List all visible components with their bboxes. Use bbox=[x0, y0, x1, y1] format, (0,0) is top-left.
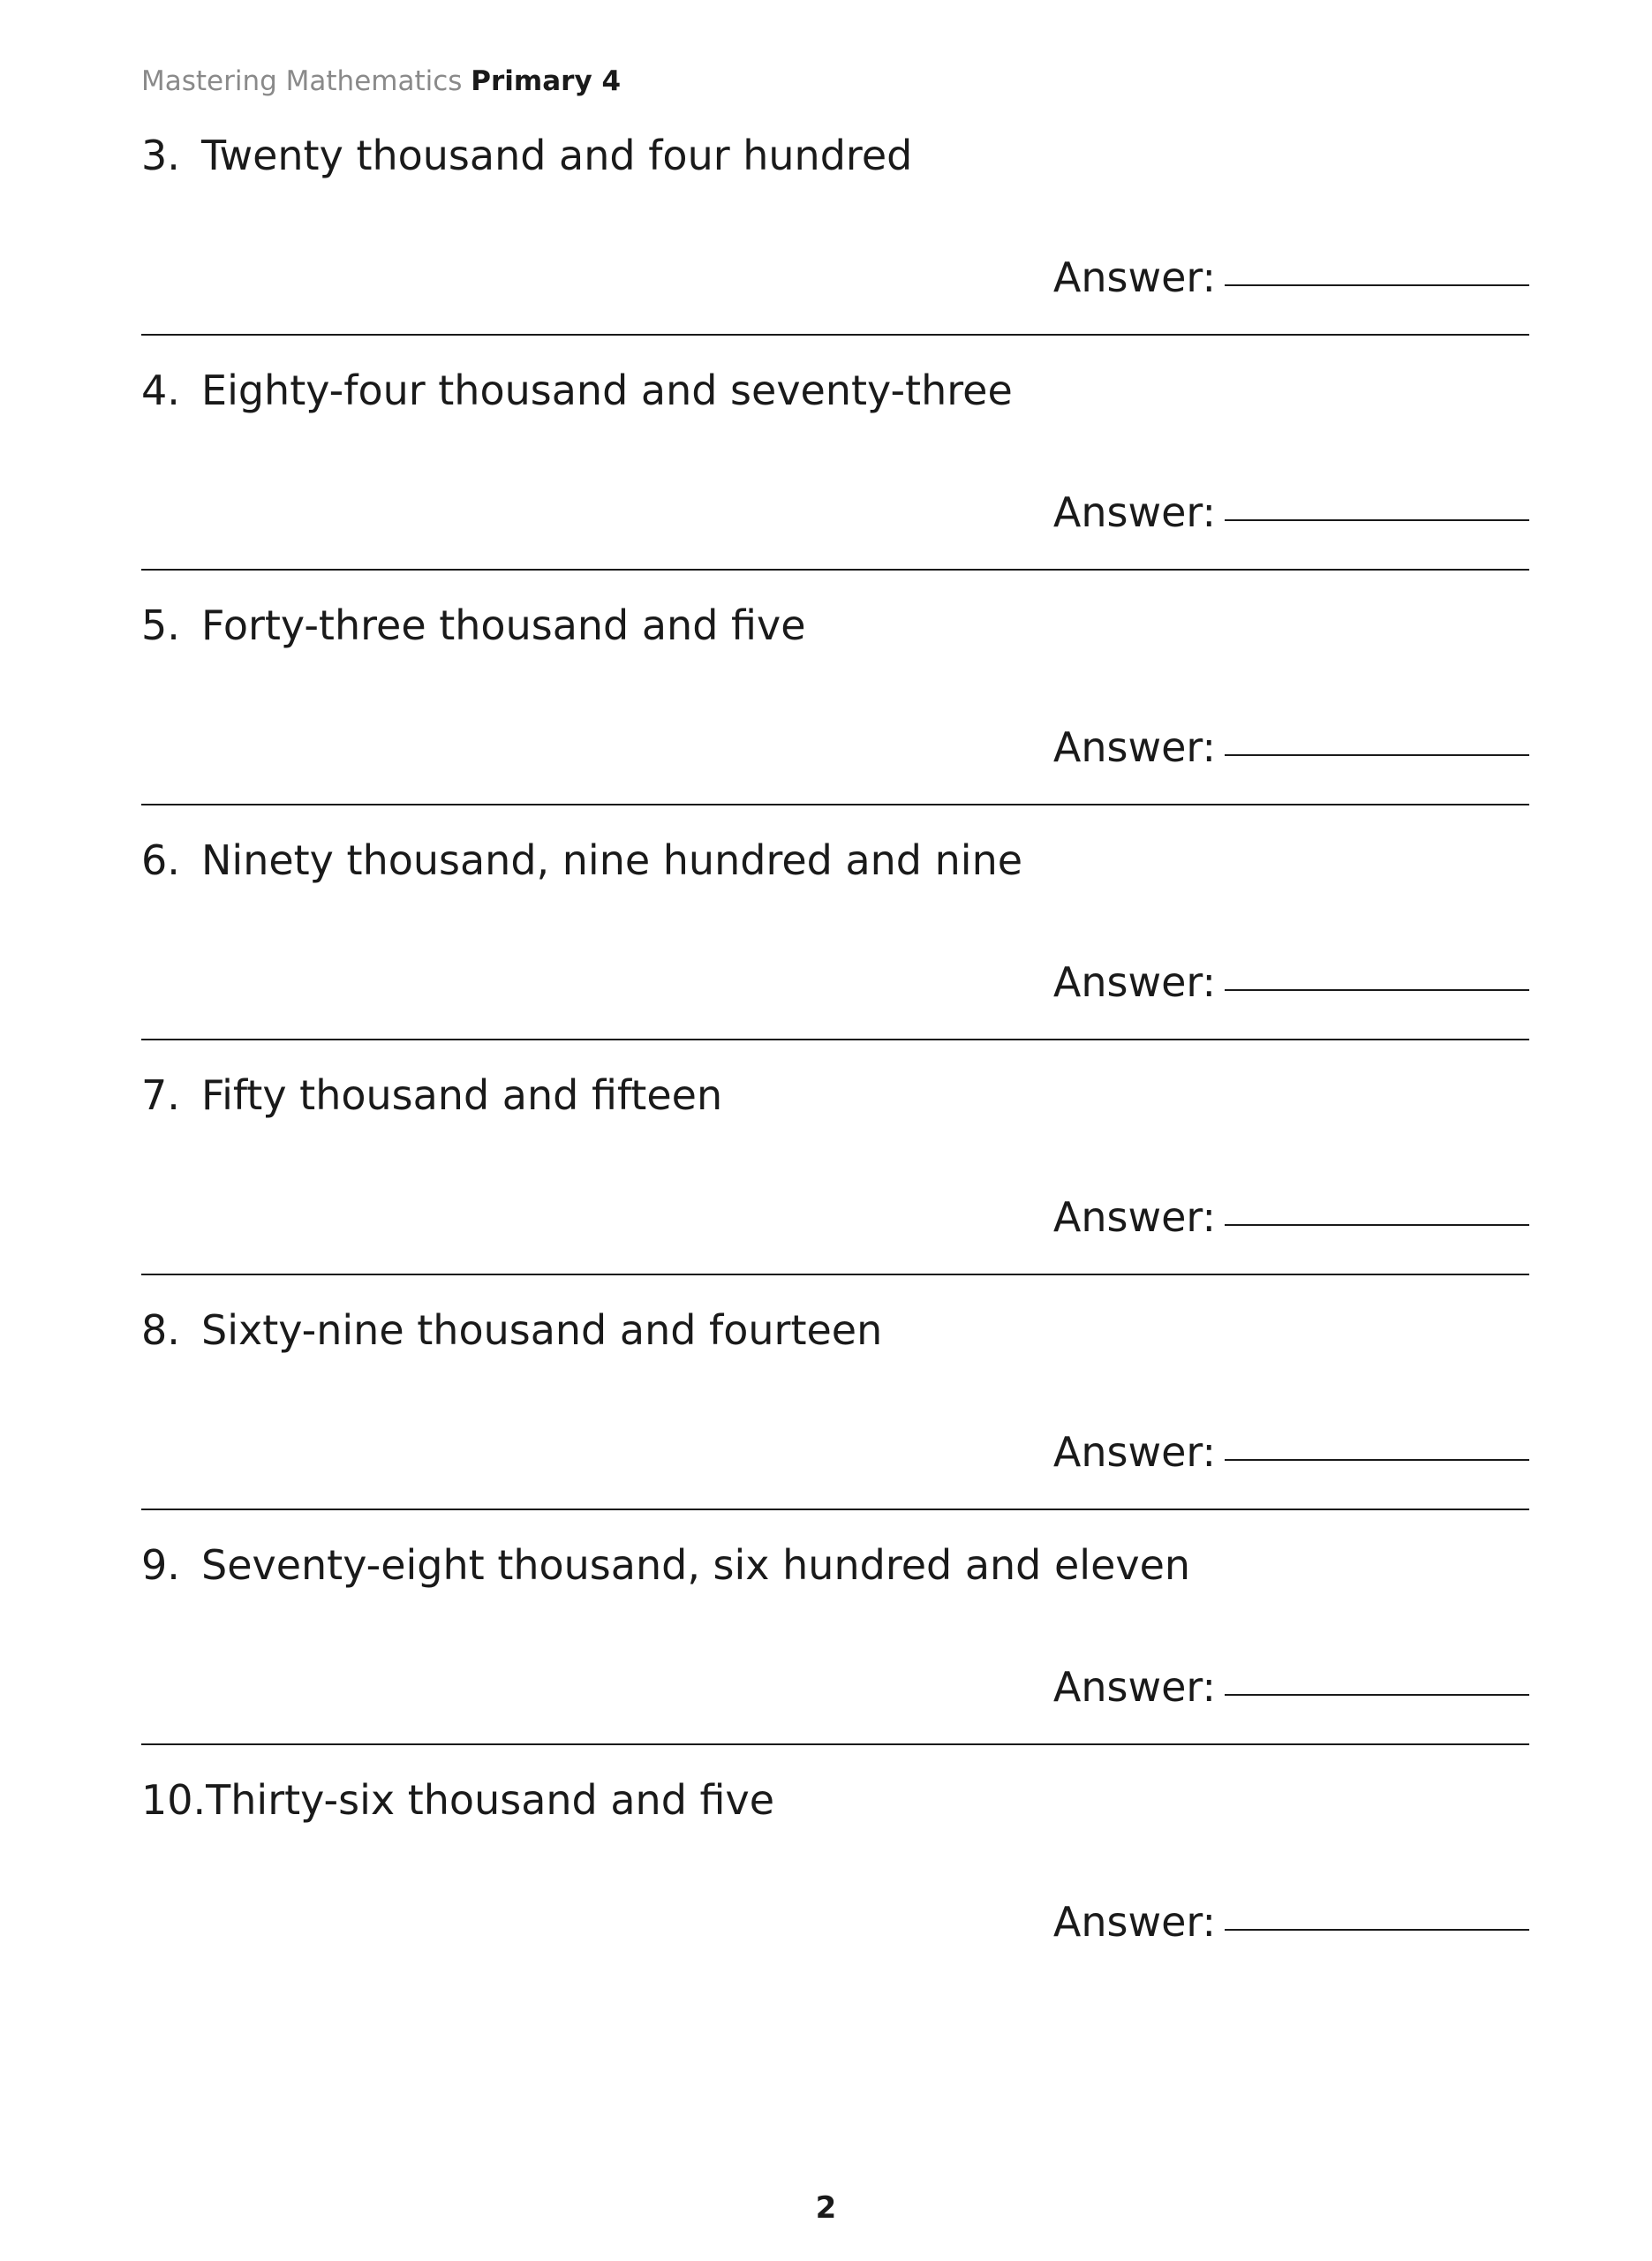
question-line bbox=[141, 1304, 882, 1357]
answer-row bbox=[1053, 1191, 1529, 1244]
answer-row bbox=[1053, 1425, 1529, 1478]
question-line bbox=[141, 1773, 774, 1826]
question-9 bbox=[141, 1539, 1529, 1775]
question-6 bbox=[141, 834, 1529, 1070]
question-line bbox=[141, 1069, 722, 1122]
answer-row bbox=[1053, 1660, 1529, 1713]
question-text: Eighty-four thousand and seventy-three bbox=[201, 367, 1013, 414]
question-text: Fifty thousand and fifteen bbox=[201, 1071, 723, 1119]
separator-line bbox=[141, 1039, 1529, 1040]
answer-blank[interactable] bbox=[1225, 284, 1529, 286]
question-number: 4. bbox=[141, 367, 180, 414]
answer-label: Answer: bbox=[1052, 1898, 1216, 1946]
question-text: Sixty-nine thousand and fourteen bbox=[201, 1306, 883, 1354]
page-number: 2 bbox=[815, 2190, 837, 2226]
question-3 bbox=[141, 129, 1529, 366]
question-text: Forty-three thousand and five bbox=[201, 601, 806, 649]
separator-line bbox=[141, 1274, 1529, 1275]
question-line bbox=[141, 834, 1022, 887]
book-level: Primary 4 bbox=[471, 65, 622, 97]
question-line bbox=[141, 1539, 1190, 1592]
question-text: Twenty thousand and four hundred bbox=[201, 132, 913, 179]
answer-blank[interactable] bbox=[1225, 1459, 1529, 1461]
question-text: Ninety thousand, nine hundred and nine bbox=[201, 836, 1023, 884]
question-number: 10. bbox=[141, 1776, 207, 1824]
question-number: 5. bbox=[141, 601, 180, 649]
running-header bbox=[141, 64, 621, 99]
question-line bbox=[141, 129, 912, 182]
question-4 bbox=[141, 364, 1529, 601]
question-number: 9. bbox=[141, 1541, 180, 1589]
answer-blank[interactable] bbox=[1225, 1694, 1529, 1696]
question-number: 3. bbox=[141, 132, 180, 179]
question-10 bbox=[141, 1773, 1529, 2010]
book-series-title: Mastering Mathematics bbox=[141, 65, 463, 97]
question-7 bbox=[141, 1069, 1529, 1305]
answer-label: Answer: bbox=[1052, 1193, 1216, 1241]
answer-row bbox=[1053, 1895, 1529, 1948]
answer-blank[interactable] bbox=[1225, 989, 1529, 991]
question-5 bbox=[141, 599, 1529, 836]
answer-label: Answer: bbox=[1052, 488, 1216, 536]
separator-line bbox=[141, 1743, 1529, 1745]
question-number: 6. bbox=[141, 836, 180, 884]
answer-label: Answer: bbox=[1052, 1663, 1216, 1711]
answer-blank[interactable] bbox=[1225, 519, 1529, 521]
separator-line bbox=[141, 1509, 1529, 1510]
answer-label: Answer: bbox=[1052, 723, 1216, 771]
separator-line bbox=[141, 334, 1529, 336]
answer-row bbox=[1053, 956, 1529, 1009]
question-number: 7. bbox=[141, 1071, 180, 1119]
answer-blank[interactable] bbox=[1225, 1929, 1529, 1931]
answer-label: Answer: bbox=[1052, 958, 1216, 1006]
answer-label: Answer: bbox=[1052, 253, 1216, 301]
question-line bbox=[141, 364, 1013, 417]
separator-line bbox=[141, 569, 1529, 571]
answer-blank[interactable] bbox=[1225, 754, 1529, 756]
answer-label: Answer: bbox=[1052, 1428, 1216, 1476]
question-number: 8. bbox=[141, 1306, 180, 1354]
question-line bbox=[141, 599, 806, 652]
separator-line bbox=[141, 804, 1529, 805]
answer-blank[interactable] bbox=[1225, 1224, 1529, 1226]
answer-row bbox=[1053, 251, 1529, 304]
answer-row bbox=[1053, 486, 1529, 539]
question-text: Thirty-six thousand and five bbox=[206, 1776, 775, 1824]
question-8 bbox=[141, 1304, 1529, 1540]
question-text: Seventy-eight thousand, six hundred and eleven bbox=[201, 1541, 1191, 1589]
answer-row bbox=[1053, 721, 1529, 774]
